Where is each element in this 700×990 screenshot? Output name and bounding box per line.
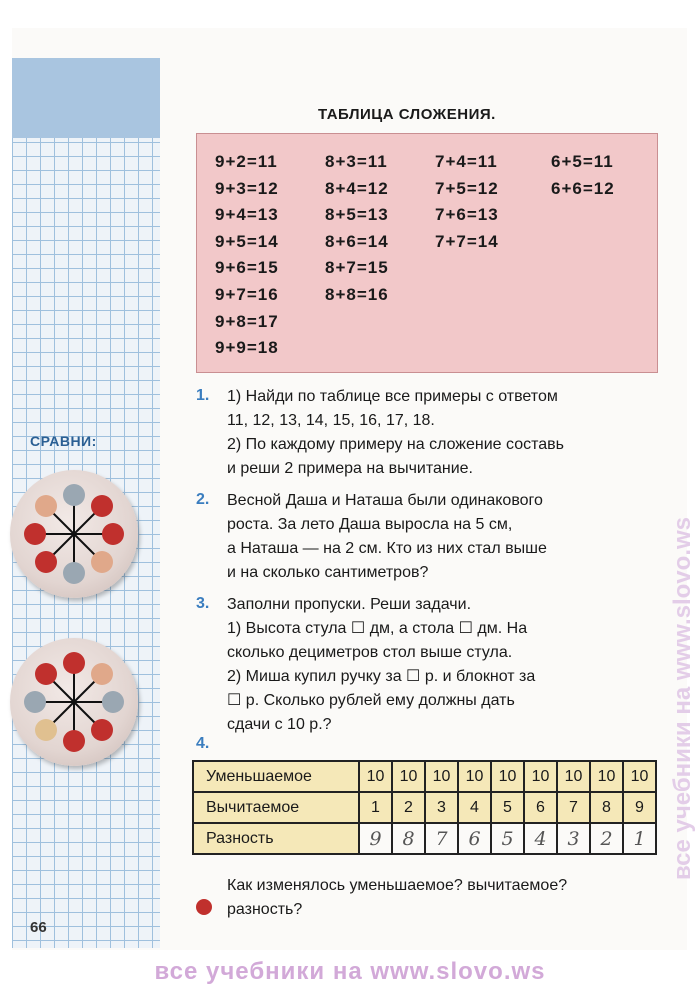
equation: 8+3=11 [325, 152, 388, 171]
table-cell: 10 [392, 761, 425, 792]
task-2-line: и на сколько сантиметров? [227, 564, 429, 581]
task-1-line: 2) По каждому примеру на сложение составь [227, 436, 564, 453]
red-dot-icon [196, 899, 212, 915]
answer-cell: 5 [491, 823, 524, 854]
task-3-line: Заполни пропуски. Реши задачи. [227, 596, 472, 613]
task-number: 1. [196, 387, 210, 404]
equation: 9+9=18 [215, 338, 279, 358]
task-2-line: а Наташа — на 2 см. Кто из них стал выше [227, 540, 547, 557]
task-number: 3. [196, 595, 210, 612]
task-2-line: роста. За лето Даша выросла на 5 см, [227, 516, 513, 533]
table-cell: 10 [557, 761, 590, 792]
addition-column-7 [435, 149, 499, 255]
task-3-line: ☐ р. Сколько рублей ему должны дать [227, 692, 515, 709]
page-number: 66 [30, 919, 47, 936]
compare-label: СРАВНИ: [30, 433, 97, 449]
task-3-line: сколько дециметров стол выше стула. [227, 644, 513, 661]
row-label: Вычитаемое [193, 792, 359, 823]
task-3-line: 1) Высота стула ☐ дм, а стола ☐ дм. На [227, 620, 528, 637]
equation: 8+6=14 [325, 231, 389, 251]
equation: 9+2=11 [215, 152, 278, 171]
equation: 8+7=15 [325, 258, 389, 278]
question-line: Как изменялось уменьшаемое? вычитаемое? [227, 877, 568, 894]
table-cell: 10 [590, 761, 623, 792]
table-cell: 10 [524, 761, 557, 792]
table-cell: 7 [557, 792, 590, 823]
row-label: Уменьшаемое [193, 761, 359, 792]
task-3-line: сдачи с 10 р.? [227, 716, 332, 733]
row-label: Разность [193, 823, 359, 854]
addition-column-8 [325, 149, 389, 309]
table-cell: 10 [458, 761, 491, 792]
table-cell: 1 [359, 792, 392, 823]
table-cell: 10 [359, 761, 392, 792]
task-number: 2. [196, 491, 210, 508]
equation: 7+6=13 [435, 205, 499, 225]
table-cell: 6 [524, 792, 557, 823]
equation: 9+6=15 [215, 258, 279, 278]
blue-corner-block [12, 58, 160, 138]
equation: 8+5=13 [325, 205, 389, 225]
table-cell: 10 [491, 761, 524, 792]
side-watermark-text: все учебники на www.slovo.ws [669, 517, 696, 880]
answer-cell: 3 [557, 823, 590, 854]
table-row [193, 761, 656, 792]
answer-cell: 7 [425, 823, 458, 854]
table-cell: 10 [425, 761, 458, 792]
answer-cell: 6 [458, 823, 491, 854]
table-row [193, 792, 656, 823]
addition-column-9 [215, 149, 279, 362]
table-cell: 8 [590, 792, 623, 823]
answer-cell: 2 [590, 823, 623, 854]
equation: 7+4=11 [435, 152, 498, 171]
equation: 9+3=12 [215, 178, 279, 198]
table-cell: 4 [458, 792, 491, 823]
bottom-watermark: все учебники на www.slovo.ws [154, 958, 546, 985]
addition-table-box [196, 133, 658, 373]
task-1-line: и реши 2 примера на вычитание. [227, 460, 473, 477]
task-2-line: Весной Даша и Наташа были одинакового [227, 492, 543, 509]
table-row [193, 823, 656, 854]
answer-cell: 1 [623, 823, 656, 854]
answer-cell: 4 [524, 823, 557, 854]
table-cell: 5 [491, 792, 524, 823]
equation: 9+8=17 [215, 311, 279, 331]
equation: 8+8=16 [325, 284, 389, 304]
equation: 7+7=14 [435, 231, 499, 251]
addition-column-6 [551, 149, 615, 202]
question-line: разность? [227, 901, 303, 918]
equation: 9+4=13 [215, 205, 279, 225]
table-cell: 10 [623, 761, 656, 792]
table-cell: 2 [392, 792, 425, 823]
task-3-line: 2) Миша купил ручку за ☐ р. и блокнот за [227, 668, 536, 685]
task-1-line: 11, 12, 13, 14, 15, 16, 17, 18. [227, 412, 435, 429]
answer-cell: 8 [392, 823, 425, 854]
task-number: 4. [196, 735, 210, 752]
table-title: ТАБЛИЦА СЛОЖЕНИЯ. [318, 106, 496, 123]
table-cell: 3 [425, 792, 458, 823]
table-cell: 9 [623, 792, 656, 823]
equation: 6+5=11 [551, 152, 614, 171]
equation: 6+6=12 [551, 178, 615, 198]
answer-cell: 9 [359, 823, 392, 854]
equation: 7+5=12 [435, 178, 499, 198]
counting-wheel-2 [10, 638, 138, 766]
subtraction-table [192, 760, 657, 855]
task-1-line: 1) Найди по таблице все примеры с ответом [227, 388, 558, 405]
equation: 9+5=14 [215, 231, 279, 251]
side-watermark [668, 140, 698, 900]
equation: 9+7=16 [215, 284, 279, 304]
counting-wheel-1 [10, 470, 138, 598]
equation: 8+4=12 [325, 178, 389, 198]
